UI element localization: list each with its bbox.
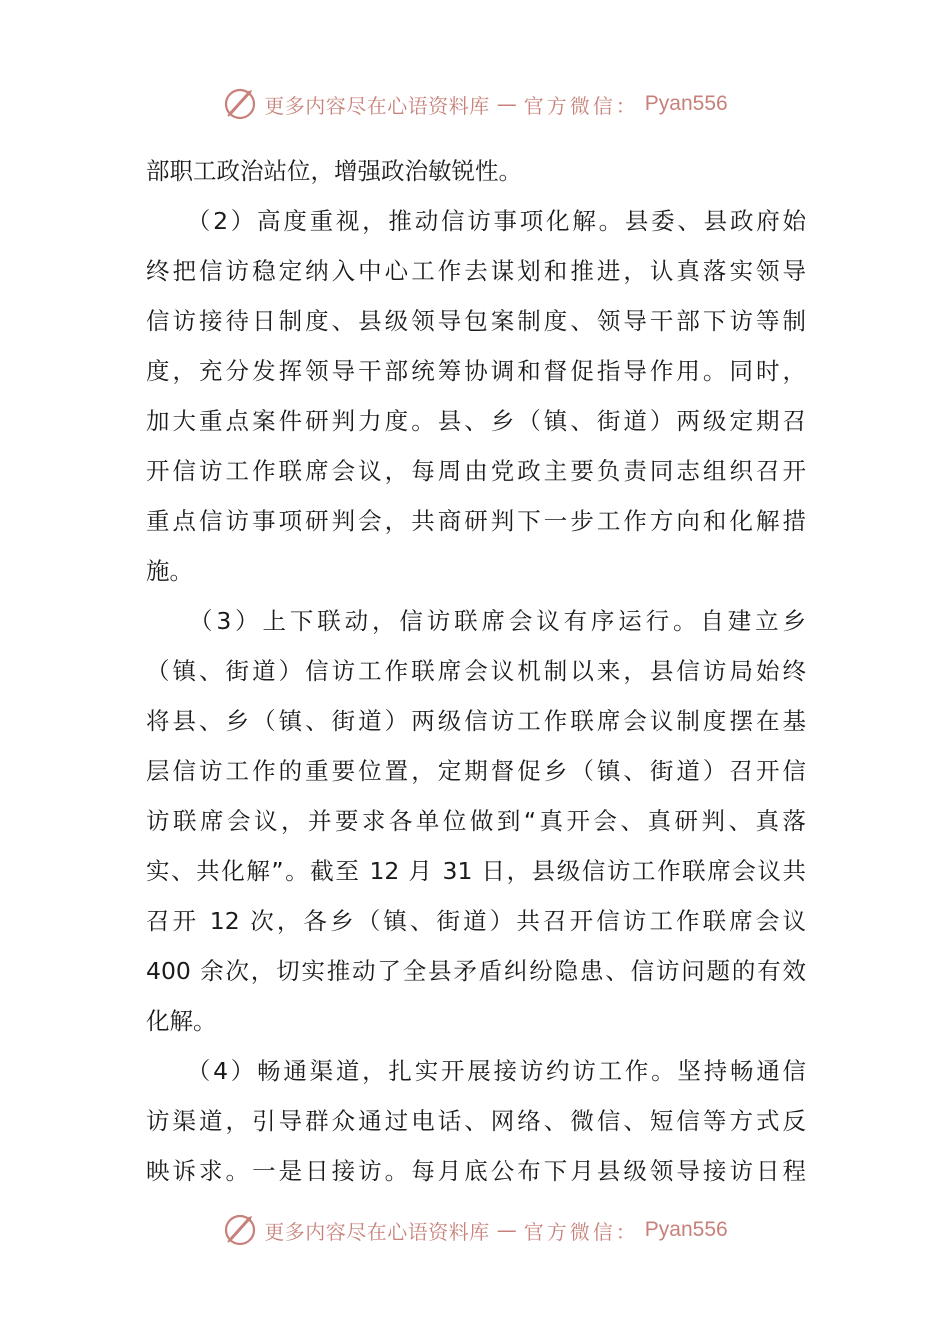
- text-line: （3）上下联动，信访联席会议有序运行。自建立乡: [146, 607, 806, 635]
- text-line: 重点信访事项研判会，共商研判下一步工作方向和化解措: [146, 507, 806, 535]
- banner-text: 更多内容尽在心语资料库: [264, 93, 490, 118]
- banner-wechat-id: Pyan556: [644, 92, 728, 115]
- text-line: （2）高度重视，推动信访事项化解。县委、县政府始: [146, 207, 806, 235]
- footer-watermark-banner: [0, 1210, 950, 1250]
- pen-circle-logo-icon: [222, 86, 258, 122]
- text-line: 将县、乡（镇、街道）两级信访工作联席会议制度摆在基: [146, 707, 806, 735]
- text-line: 度，充分发挥领导干部统筹协调和督促指导作用。同时，: [146, 357, 806, 385]
- text-line: 终把信访稳定纳入中心工作去谋划和推进，认真落实领导: [146, 257, 806, 285]
- text-line: （镇、街道）信访工作联席会议机制以来，县信访局始终: [146, 657, 806, 685]
- banner-wechat-label: 官方微信：: [523, 1219, 639, 1244]
- text-line: 400 余次，切实推动了全县矛盾纠纷隐患、信访问题的有效: [146, 957, 806, 985]
- text-line: 施。: [146, 557, 193, 585]
- banner-separator: —: [496, 1218, 517, 1242]
- text-line: 访联席会议，并要求各单位做到“真开会、真研判、真落: [146, 807, 806, 835]
- text-line: 开信访工作联席会议，每周由党政主要负责同志组织召开: [146, 457, 806, 485]
- banner-text: 更多内容尽在心语资料库: [264, 1219, 490, 1244]
- header-watermark-banner: [0, 84, 950, 124]
- banner-wechat-id: Pyan556: [644, 1218, 728, 1241]
- pen-circle-logo-icon: [222, 1212, 258, 1248]
- banner-separator: —: [496, 92, 517, 116]
- text-line: 化解。: [146, 1007, 217, 1035]
- text-line: 访渠道，引导群众通过电话、网络、微信、短信等方式反: [146, 1107, 806, 1135]
- banner-wechat-label: 官方微信：: [523, 93, 639, 118]
- text-line: 映诉求。一是日接访。每月底公布下月县级领导接访日程: [146, 1157, 806, 1185]
- text-line: 部职工政治站位，增强政治敏锐性。: [146, 157, 522, 185]
- text-line: 层信访工作的重要位置，定期督促乡（镇、街道）召开信: [146, 757, 806, 785]
- text-line: 召开 12 次，各乡（镇、街道）共召开信访工作联席会议: [146, 907, 806, 935]
- text-line: 实、共化解”。截至 12 月 31 日，县级信访工作联席会议共: [146, 857, 806, 885]
- text-line: 信访接待日制度、县级领导包案制度、领导干部下访等制: [146, 307, 806, 335]
- text-line: （4）畅通渠道，扎实开展接访约访工作。坚持畅通信: [146, 1057, 806, 1085]
- text-line: 加大重点案件研判力度。县、乡（镇、街道）两级定期召: [146, 407, 806, 435]
- document-body: [146, 146, 806, 1196]
